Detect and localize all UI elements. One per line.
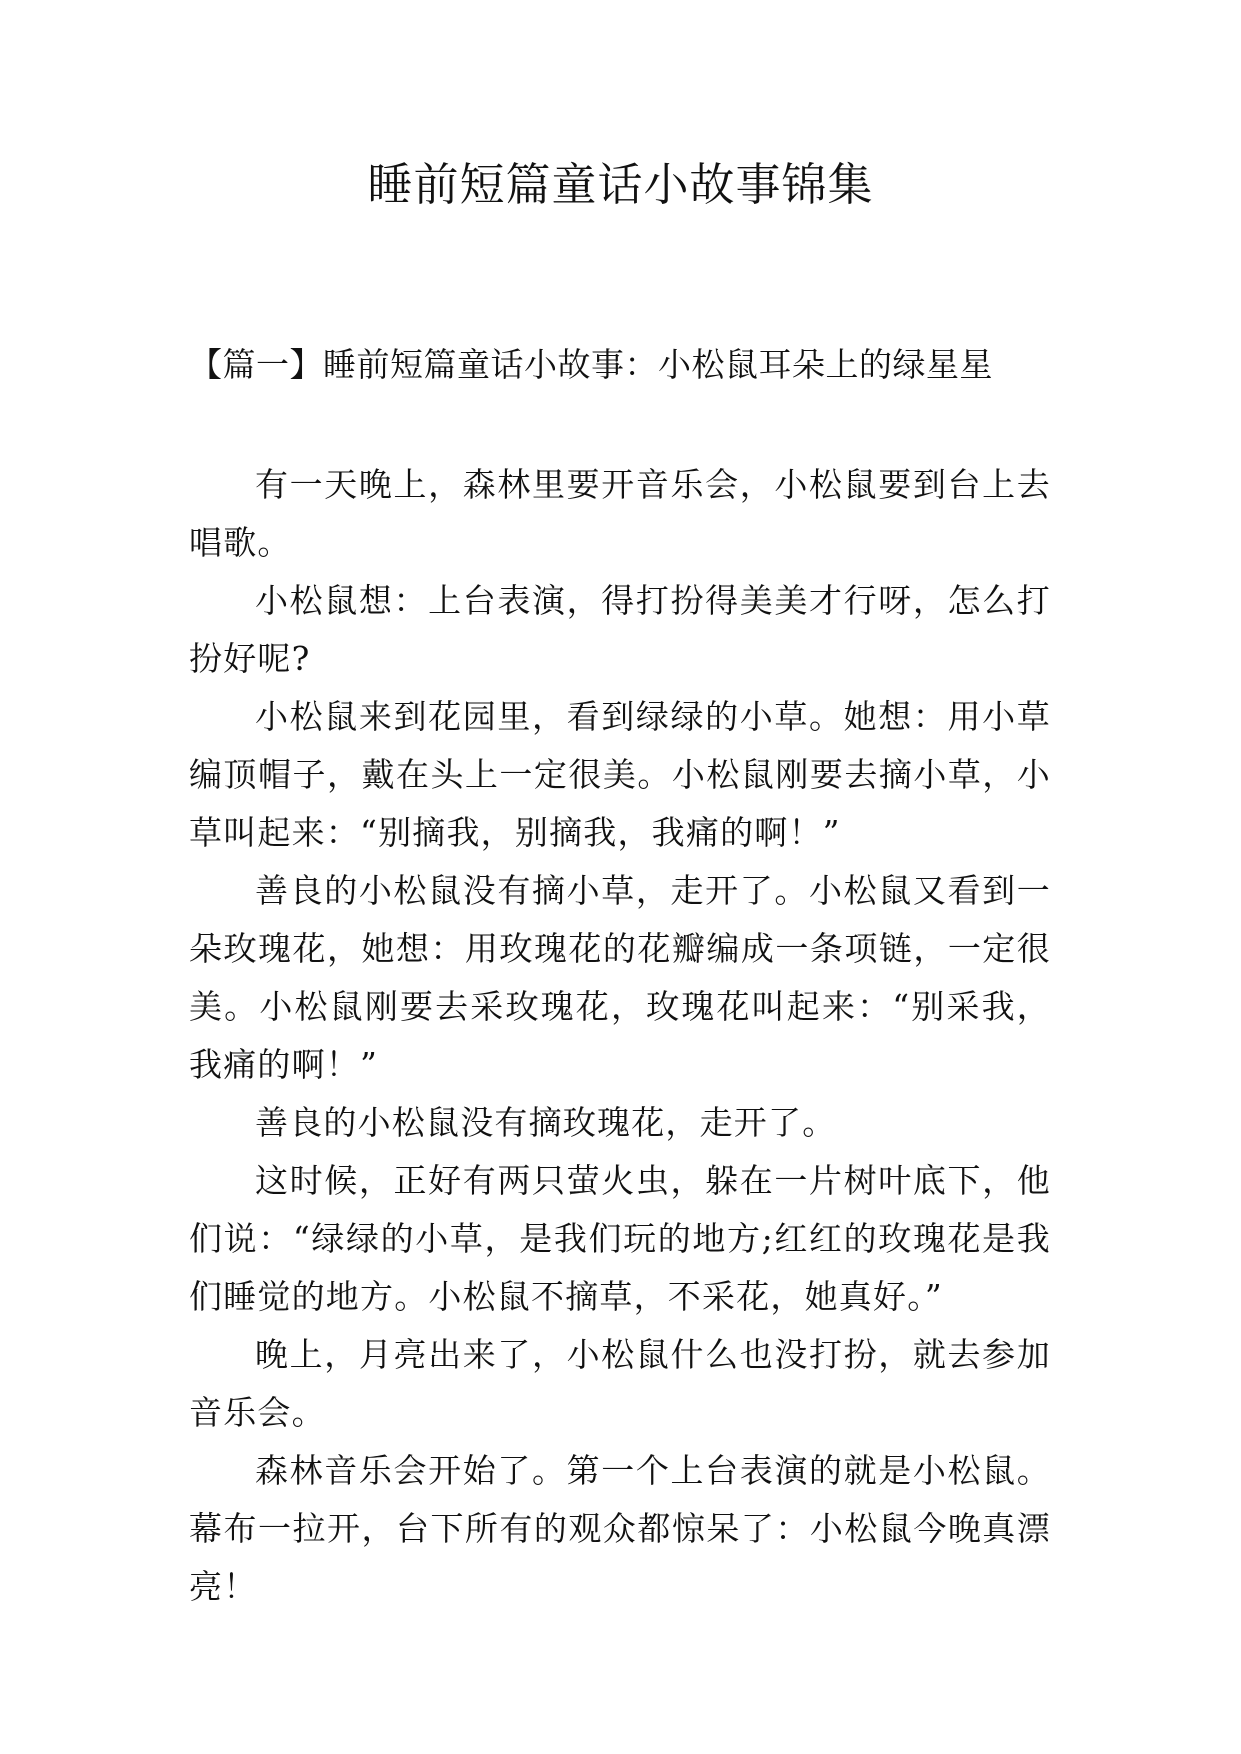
story-paragraph: 小松鼠来到花园里，看到绿绿的小草。她想：用小草编顶帽子，戴在头上一定很美。小松鼠刚要去摘小草，小草叫起来：“别摘我，别摘我，我痛的啊！” [189,697,1051,852]
story-paragraph: 小松鼠想：上台表演，得打扮得美美才行呀，怎么打扮好呢? [189,581,1051,678]
story-paragraph: 晚上，月亮出来了，小松鼠什么也没打扮，就去参加音乐会。 [189,1335,1051,1432]
section-heading: 【篇一】睡前短篇童话小故事：小松鼠耳朵上的绿星星 [189,345,993,384]
story-paragraph: 这时候，正好有两只萤火虫，躲在一片树叶底下，他们说：“绿绿的小草，是我们玩的地方;红红的玫瑰花是我们睡觉的地方。小松鼠不摘草，不采花，她真好。” [189,1161,1051,1316]
story-body [189,456,1051,1616]
story-paragraph: 善良的小松鼠没有摘小草，走开了。小松鼠又看到一朵玫瑰花，她想：用玫瑰花的花瓣编成一条项链，一定很美。小松鼠刚要去采玫瑰花，玫瑰花叫起来：“别采我，我痛的啊！” [189,871,1051,1084]
document-title: 睡前短篇童话小故事锦集 [367,158,874,211]
story-paragraph: 有一天晚上，森林里要开音乐会，小松鼠要到台上去唱歌。 [189,465,1051,562]
story-paragraph: 森林音乐会开始了。第一个上台表演的就是小松鼠。幕布一拉开，台下所有的观众都惊呆了：小松鼠今晚真漂亮！ [189,1451,1051,1606]
story-paragraph: 善良的小松鼠没有摘玫瑰花，走开了。 [255,1103,837,1142]
